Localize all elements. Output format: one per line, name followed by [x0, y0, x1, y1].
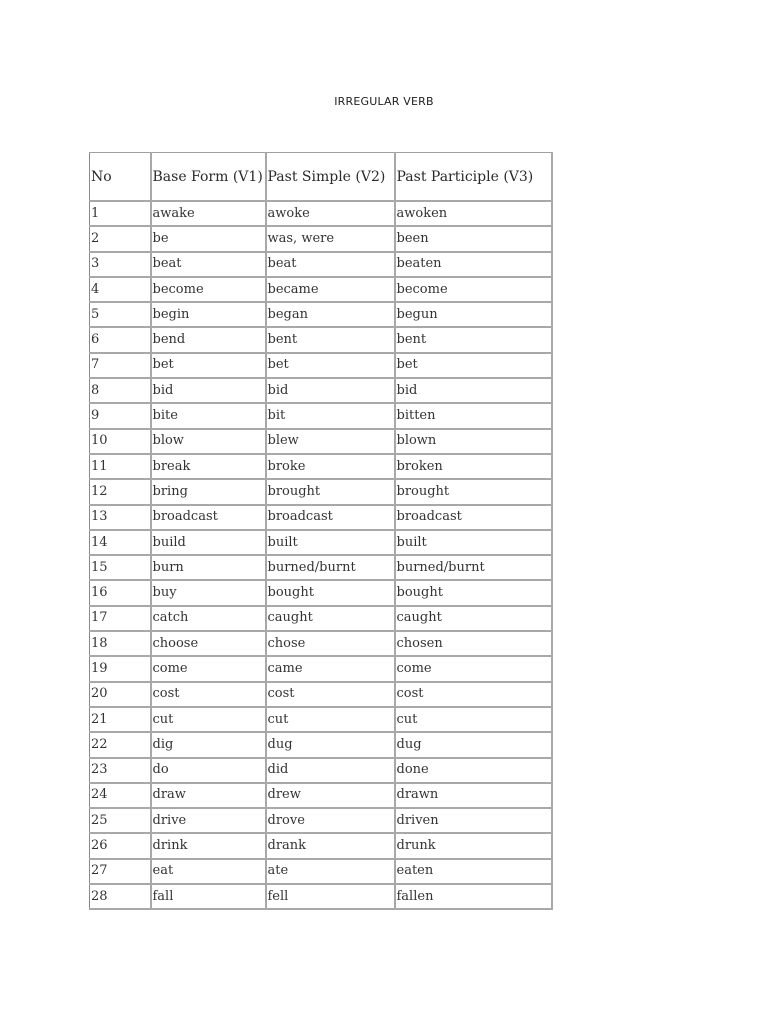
cell-base-form: become — [151, 277, 266, 302]
table-row — [90, 758, 552, 783]
table-row — [90, 505, 552, 530]
table-body — [90, 201, 552, 909]
cell-past-participle: caught — [395, 606, 552, 631]
cell-no: 17 — [90, 606, 151, 631]
cell-past-participle: drawn — [395, 783, 552, 808]
cell-past-participle: cut — [395, 707, 552, 732]
cell-past-simple: awoke — [266, 201, 395, 226]
cell-past-simple: became — [266, 277, 395, 302]
cell-past-simple: did — [266, 758, 395, 783]
cell-no: 6 — [90, 327, 151, 352]
cell-base-form: choose — [151, 631, 266, 656]
header-base-form: Base Form (V1) — [151, 153, 266, 202]
cell-past-simple: came — [266, 656, 395, 681]
cell-no: 4 — [90, 277, 151, 302]
cell-no: 10 — [90, 429, 151, 454]
cell-past-simple: bet — [266, 353, 395, 378]
table-row — [90, 707, 552, 732]
cell-past-simple: broke — [266, 454, 395, 479]
cell-no: 9 — [90, 403, 151, 428]
cell-base-form: drive — [151, 808, 266, 833]
cell-past-simple: brought — [266, 479, 395, 504]
cell-no: 18 — [90, 631, 151, 656]
cell-past-simple: cut — [266, 707, 395, 732]
cell-base-form: buy — [151, 580, 266, 605]
table-row — [90, 783, 552, 808]
cell-no: 23 — [90, 758, 151, 783]
cell-no: 25 — [90, 808, 151, 833]
cell-past-participle: built — [395, 530, 552, 555]
cell-base-form: broadcast — [151, 505, 266, 530]
cell-past-participle: chosen — [395, 631, 552, 656]
cell-base-form: eat — [151, 859, 266, 884]
header-past-simple: Past Simple (V2) — [266, 153, 395, 202]
cell-past-participle: bought — [395, 580, 552, 605]
table-row — [90, 252, 552, 277]
table-row — [90, 378, 552, 403]
cell-past-participle: fallen — [395, 884, 552, 909]
cell-base-form: burn — [151, 555, 266, 580]
cell-no: 13 — [90, 505, 151, 530]
cell-base-form: blow — [151, 429, 266, 454]
cell-past-simple: caught — [266, 606, 395, 631]
cell-base-form: beat — [151, 252, 266, 277]
table-row — [90, 201, 552, 226]
cell-past-participle: bent — [395, 327, 552, 352]
cell-base-form: awake — [151, 201, 266, 226]
cell-no: 2 — [90, 226, 151, 251]
cell-past-participle: done — [395, 758, 552, 783]
cell-past-simple: ate — [266, 859, 395, 884]
table-row — [90, 429, 552, 454]
cell-base-form: bet — [151, 353, 266, 378]
cell-past-participle: brought — [395, 479, 552, 504]
cell-past-participle: bitten — [395, 403, 552, 428]
cell-no: 7 — [90, 353, 151, 378]
irregular-verb-table — [89, 152, 553, 910]
cell-past-participle: awoken — [395, 201, 552, 226]
page-title: IRREGULAR VERB — [334, 95, 434, 108]
cell-past-simple: dug — [266, 732, 395, 757]
cell-past-participle: dug — [395, 732, 552, 757]
cell-past-simple: drank — [266, 833, 395, 858]
cell-no: 27 — [90, 859, 151, 884]
cell-base-form: bite — [151, 403, 266, 428]
table-row — [90, 454, 552, 479]
cell-base-form: do — [151, 758, 266, 783]
cell-base-form: fall — [151, 884, 266, 909]
table-row — [90, 656, 552, 681]
cell-past-simple: began — [266, 302, 395, 327]
cell-base-form: build — [151, 530, 266, 555]
cell-no: 1 — [90, 201, 151, 226]
cell-past-participle: drunk — [395, 833, 552, 858]
cell-past-participle: broken — [395, 454, 552, 479]
table-header-row — [90, 153, 552, 202]
cell-no: 12 — [90, 479, 151, 504]
cell-base-form: break — [151, 454, 266, 479]
table-row — [90, 808, 552, 833]
cell-past-participle: beaten — [395, 252, 552, 277]
cell-no: 5 — [90, 302, 151, 327]
cell-past-participle: bid — [395, 378, 552, 403]
table-row — [90, 353, 552, 378]
cell-past-simple: blew — [266, 429, 395, 454]
table-row — [90, 580, 552, 605]
cell-past-participle: been — [395, 226, 552, 251]
cell-no: 21 — [90, 707, 151, 732]
table-row — [90, 277, 552, 302]
table-row — [90, 479, 552, 504]
cell-past-participle: come — [395, 656, 552, 681]
cell-past-simple: broadcast — [266, 505, 395, 530]
cell-base-form: begin — [151, 302, 266, 327]
cell-no: 28 — [90, 884, 151, 909]
cell-base-form: cut — [151, 707, 266, 732]
cell-past-simple: beat — [266, 252, 395, 277]
cell-past-simple: burned/burnt — [266, 555, 395, 580]
cell-past-participle: broadcast — [395, 505, 552, 530]
cell-no: 22 — [90, 732, 151, 757]
cell-base-form: be — [151, 226, 266, 251]
table-row — [90, 606, 552, 631]
cell-no: 3 — [90, 252, 151, 277]
cell-no: 8 — [90, 378, 151, 403]
cell-past-simple: fell — [266, 884, 395, 909]
cell-past-simple: was, were — [266, 226, 395, 251]
cell-past-participle: bet — [395, 353, 552, 378]
table-row — [90, 327, 552, 352]
cell-base-form: come — [151, 656, 266, 681]
cell-past-participle: blown — [395, 429, 552, 454]
table-row — [90, 555, 552, 580]
table-row — [90, 859, 552, 884]
cell-past-participle: driven — [395, 808, 552, 833]
header-no: No — [90, 153, 151, 202]
cell-past-simple: cost — [266, 682, 395, 707]
cell-no: 11 — [90, 454, 151, 479]
cell-no: 14 — [90, 530, 151, 555]
cell-base-form: catch — [151, 606, 266, 631]
cell-no: 26 — [90, 833, 151, 858]
cell-past-simple: chose — [266, 631, 395, 656]
table-row — [90, 226, 552, 251]
header-past-participle: Past Participle (V3) — [395, 153, 552, 202]
cell-no: 24 — [90, 783, 151, 808]
cell-base-form: drink — [151, 833, 266, 858]
cell-past-participle: burned/burnt — [395, 555, 552, 580]
cell-past-simple: drew — [266, 783, 395, 808]
cell-past-participle: become — [395, 277, 552, 302]
cell-base-form: bring — [151, 479, 266, 504]
table-row — [90, 884, 552, 909]
table-row — [90, 682, 552, 707]
cell-base-form: dig — [151, 732, 266, 757]
table-row — [90, 530, 552, 555]
table-row — [90, 833, 552, 858]
cell-base-form: bend — [151, 327, 266, 352]
table-row — [90, 732, 552, 757]
cell-no: 15 — [90, 555, 151, 580]
cell-base-form: cost — [151, 682, 266, 707]
table-row — [90, 403, 552, 428]
table-row — [90, 302, 552, 327]
cell-past-simple: drove — [266, 808, 395, 833]
cell-past-simple: bought — [266, 580, 395, 605]
cell-base-form: bid — [151, 378, 266, 403]
cell-past-simple: built — [266, 530, 395, 555]
cell-past-simple: bit — [266, 403, 395, 428]
cell-past-participle: begun — [395, 302, 552, 327]
cell-no: 19 — [90, 656, 151, 681]
cell-no: 20 — [90, 682, 151, 707]
cell-past-participle: cost — [395, 682, 552, 707]
cell-no: 16 — [90, 580, 151, 605]
cell-past-simple: bent — [266, 327, 395, 352]
table-row — [90, 631, 552, 656]
cell-base-form: draw — [151, 783, 266, 808]
cell-past-participle: eaten — [395, 859, 552, 884]
cell-past-simple: bid — [266, 378, 395, 403]
